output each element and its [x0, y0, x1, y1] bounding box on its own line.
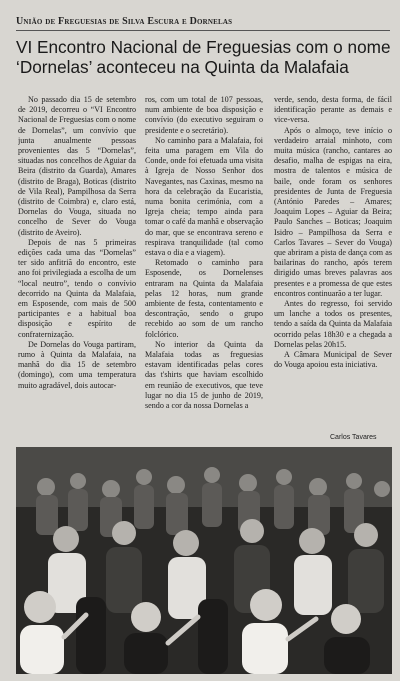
paragraph: ros, com um total de 107 pessoas, num ambiente de boa disposição e convívio (do executivo seguiram o presidente e o secretário).	[145, 95, 263, 135]
section-header: União de Freguesias de Silva Escura e Dornelas	[16, 16, 233, 27]
paragraph: verde, sendo, desta forma, de fácil identificação perante as demais e vice-versa.	[274, 95, 392, 125]
paragraph: Após o almoço, teve início o verdadeiro arraial minhoto, com muita música (rancho, cantares ao desafio, malha de espigas na eira, mostra de talentos e música de baile, onde foram os senhores presidentes de Junta de Freguesia (António Paredes – Amares; Joaquim Lopes – Aguiar da Beira; Paulo Sanches – Boticas; Joaquim Isidro – Pampilhosa da Serra e Carlos Tavares – Sever do Vouga) que abriram a pista de dança com as bailarinas do rancho, após terem dirigido umas breves palavras aos presentes e a promessa de que estes encontros continuarão a ter lugar.	[274, 125, 392, 298]
article-headline: VI Encontro Nacional de Freguesias com o nome ‘Dornelas’ aconteceu na Quinta da Malafaia	[16, 37, 391, 77]
column-3	[274, 95, 392, 431]
paragraph: Antes do regresso, foi servido um lanche a todos os presentes, tendo a saída da Quinta da Malafaia ocorrido pelas 18h30 e a chegada a Dornelas pelas 20h15.	[274, 299, 392, 349]
paragraph: A Câmara Municipal de Sever do Vouga apoiou esta iniciativa.	[274, 350, 392, 370]
paragraph: No caminho para a Malafaia, foi feita uma paragem em Vila do Conde, onde foi efetuada uma visita à Igreja de Nosso Senhor dos Navegantes, nas Caxinas, mesmo na hora da celebração da Eucaristia, numa bonita cerimónia, com a Igreja cheia; tempo ainda para tomar o café da manhã e observação do mar, que se encontrava sereno e respirava tranquilidade (tal como estava o dia e a viagem).	[145, 135, 263, 258]
column-2	[145, 95, 263, 431]
paragraph: Depois de nas 5 primeiras edições cada uma das “Dornelas” ter sido anfitriã do encontro, este ano foi privilegiada a escolha de um “local neutro”, tendo o convívio decorrido na Quinta da Malafaia, em Esposende, com mais de 500 participantes e a habitual boa disposição e espírito de confraternização.	[18, 237, 136, 339]
paragraph: De Dornelas do Vouga partiram, rumo à Quinta da Malafaia, na manhã do dia 15 de setembro (domingo), com uma temperatura muito agradável, dois autocar-	[18, 339, 136, 390]
article-body	[18, 95, 392, 431]
paragraph: No passado dia 15 de setembro de 2019, decorreu o “VI Encontro Nacional de Freguesias com o nome de Dornelas”, um convívio que junta anualmente pessoas provenientes das 5 “Dornelas”, situadas nos concelhos de Aguiar da Beira (distrito da Guarda), Amares (distrito de Braga), Boticas (distrito de Vila Real), Pampilhosa da Serra (distrito de Coimbra) e, claro está, Dornelas do Vouga, situada no concelho de Sever do Vouga (distrito de Aveiro).	[18, 95, 136, 237]
paragraph: No interior da Quinta da Malafaia todas as freguesias estavam identificadas pelas cores das t'shirts que haviam escolhido em reunião de executivos, que teve lugar no dia 15 de junho de 2019, sendo a cor da nossa Dornelas a	[145, 339, 263, 411]
crowd-dancing-image	[16, 447, 392, 674]
header-rule	[16, 30, 390, 31]
column-1	[18, 95, 136, 431]
photo-credit: Carlos Tavares	[330, 434, 377, 441]
event-photo	[16, 447, 392, 674]
paragraph: Retomado o caminho para Esposende, os Dornelenses entraram na Quinta da Malafaia pelas 12 horas, num grande ambiente de festa, contentamento e descontração, sendo o grupo recebido ao som de um rancho folclórico.	[145, 258, 263, 339]
